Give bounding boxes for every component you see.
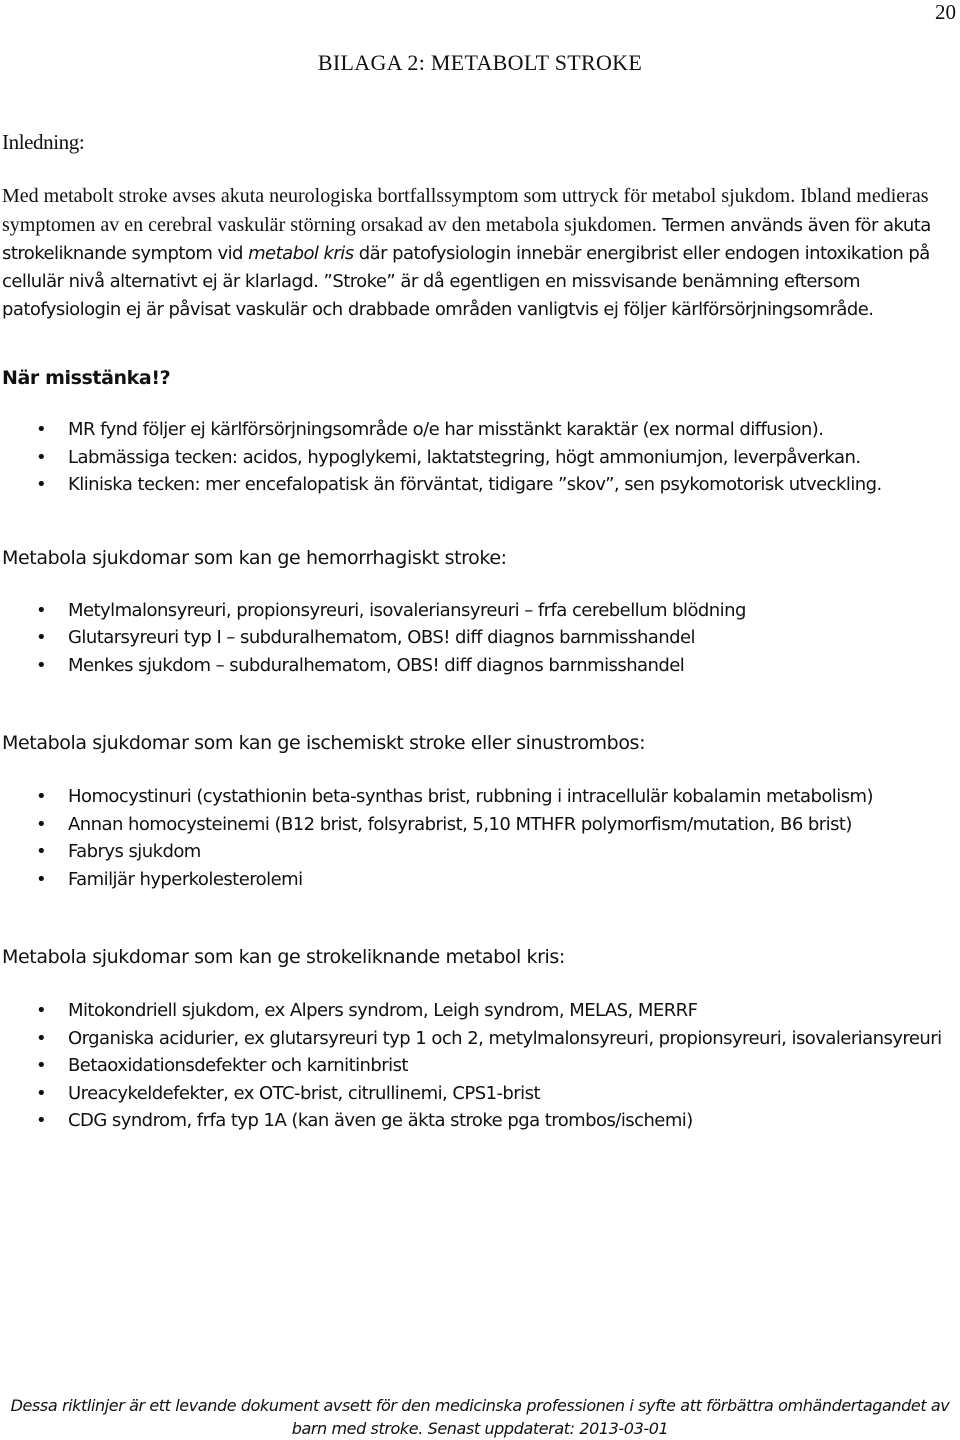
page-number: 20: [935, 0, 956, 24]
list-item: • Kliniska tecken: mer encefalopatisk än förväntat, tidigare ”skov”, sen psykomotorisk utveckling.: [2, 471, 954, 499]
when-suspect-heading: När misstänka!?: [2, 367, 171, 389]
page-footer: Dessa riktlinjer är ett levande dokument avsett för den medicinska professionen i syfte att förbättra omhändertagandet av barn med stroke. Senast uppdaterat: 2013-03-01: [10, 1396, 950, 1438]
ischemic-heading-text: Metabola sjukdomar som kan ge ischemiskt stroke eller sinustrombos: [2, 732, 640, 754]
document-title: BILAGA 2: METABOLT STROKE: [317, 50, 643, 75]
intro-paragraph-text-1: Termen används även för akuta strokeliknande symptom vid: [2, 215, 931, 264]
ischemic-heading-colon: :: [639, 732, 646, 754]
list-item: • Annan homocysteinemi (B12 brist, folsyrabrist, 5,10 MTHFR polymorfism/mutation, B6 brist): [2, 811, 954, 839]
list-item: • Glutarsyreuri typ I – subduralhematom, OBS! diff diagnos barnmisshandel: [2, 624, 954, 652]
intro-paragraph: [2, 182, 954, 324]
crisis-heading: Metabola sjukdomar som kan ge strokeliknande metabol kris:: [2, 946, 565, 968]
list-item: • Organiska acidurier, ex glutarsyreuri typ 1 och 2, metylmalonsyreuri, propionsyreuri, isovaleriansyreuri: [2, 1025, 954, 1053]
when-suspect-list: [2, 416, 954, 499]
list-item: • Metylmalonsyreuri, propionsyreuri, isovaleriansyreuri – frfa cerebellum blödning: [2, 597, 954, 625]
crisis-list: [2, 997, 954, 1135]
list-item: • Menkes sjukdom – subduralhematom, OBS! diff diagnos barnmisshandel: [2, 652, 954, 680]
intro-paragraph-text-2: där patofysiologin innebär energibrist eller endogen intoxikation på cellulär nivå alternativt ej är klarlagd. ”Stroke” är då egentligen en missvisande benämning eftersom patofysiologin ej är påvisat vaskulär och drabbade områden vanligtvis ej följer kärlförsörjningsområde.: [2, 243, 930, 320]
ischemic-list: [2, 783, 954, 893]
intro-paragraph-italic: metabol kris: [248, 243, 354, 264]
intro-paragraph-serif: Med metabolt stroke avses akuta neurologiska bortfallssymptom som uttryck för metabol sjukdom. Ibland medieras symptomen av en cerebral vaskulär störning orsakad av den metabola sjukdomen.: [2, 185, 929, 236]
list-item: • Betaoxidationsdefekter och karnitinbrist: [2, 1052, 954, 1080]
list-item: • MR fynd följer ej kärlförsörjningsområde o/e har misstänkt karaktär (ex normal diffusion).: [2, 416, 954, 444]
hemorrhagic-heading: Metabola sjukdomar som kan ge hemorrhagiskt stroke:: [2, 546, 507, 569]
list-item: • Fabrys sjukdom: [2, 838, 954, 866]
list-item: • Ureacykeldefekter, ex OTC-brist, citrullinemi, CPS1-brist: [2, 1080, 954, 1108]
ischemic-heading: [2, 729, 954, 757]
list-item: • Familjär hyperkolesterolemi: [2, 866, 954, 894]
hemorrhagic-list: [2, 597, 954, 680]
list-item: • Labmässiga tecken: acidos, hypoglykemi, laktatstegring, högt ammoniumjon, leverpåverkan.: [2, 444, 954, 472]
list-item: • CDG syndrom, frfa typ 1A (kan även ge äkta stroke pga trombos/ischemi): [2, 1107, 954, 1135]
list-item: • Homocystinuri (cystathionin beta-synthas brist, rubbning i intracellulär kobalamin metabolism): [2, 783, 954, 811]
list-item: • Mitokondriell sjukdom, ex Alpers syndrom, Leigh syndrom, MELAS, MERRF: [2, 997, 954, 1025]
intro-heading: Inledning:: [2, 130, 85, 154]
document-body: [2, 128, 954, 1135]
